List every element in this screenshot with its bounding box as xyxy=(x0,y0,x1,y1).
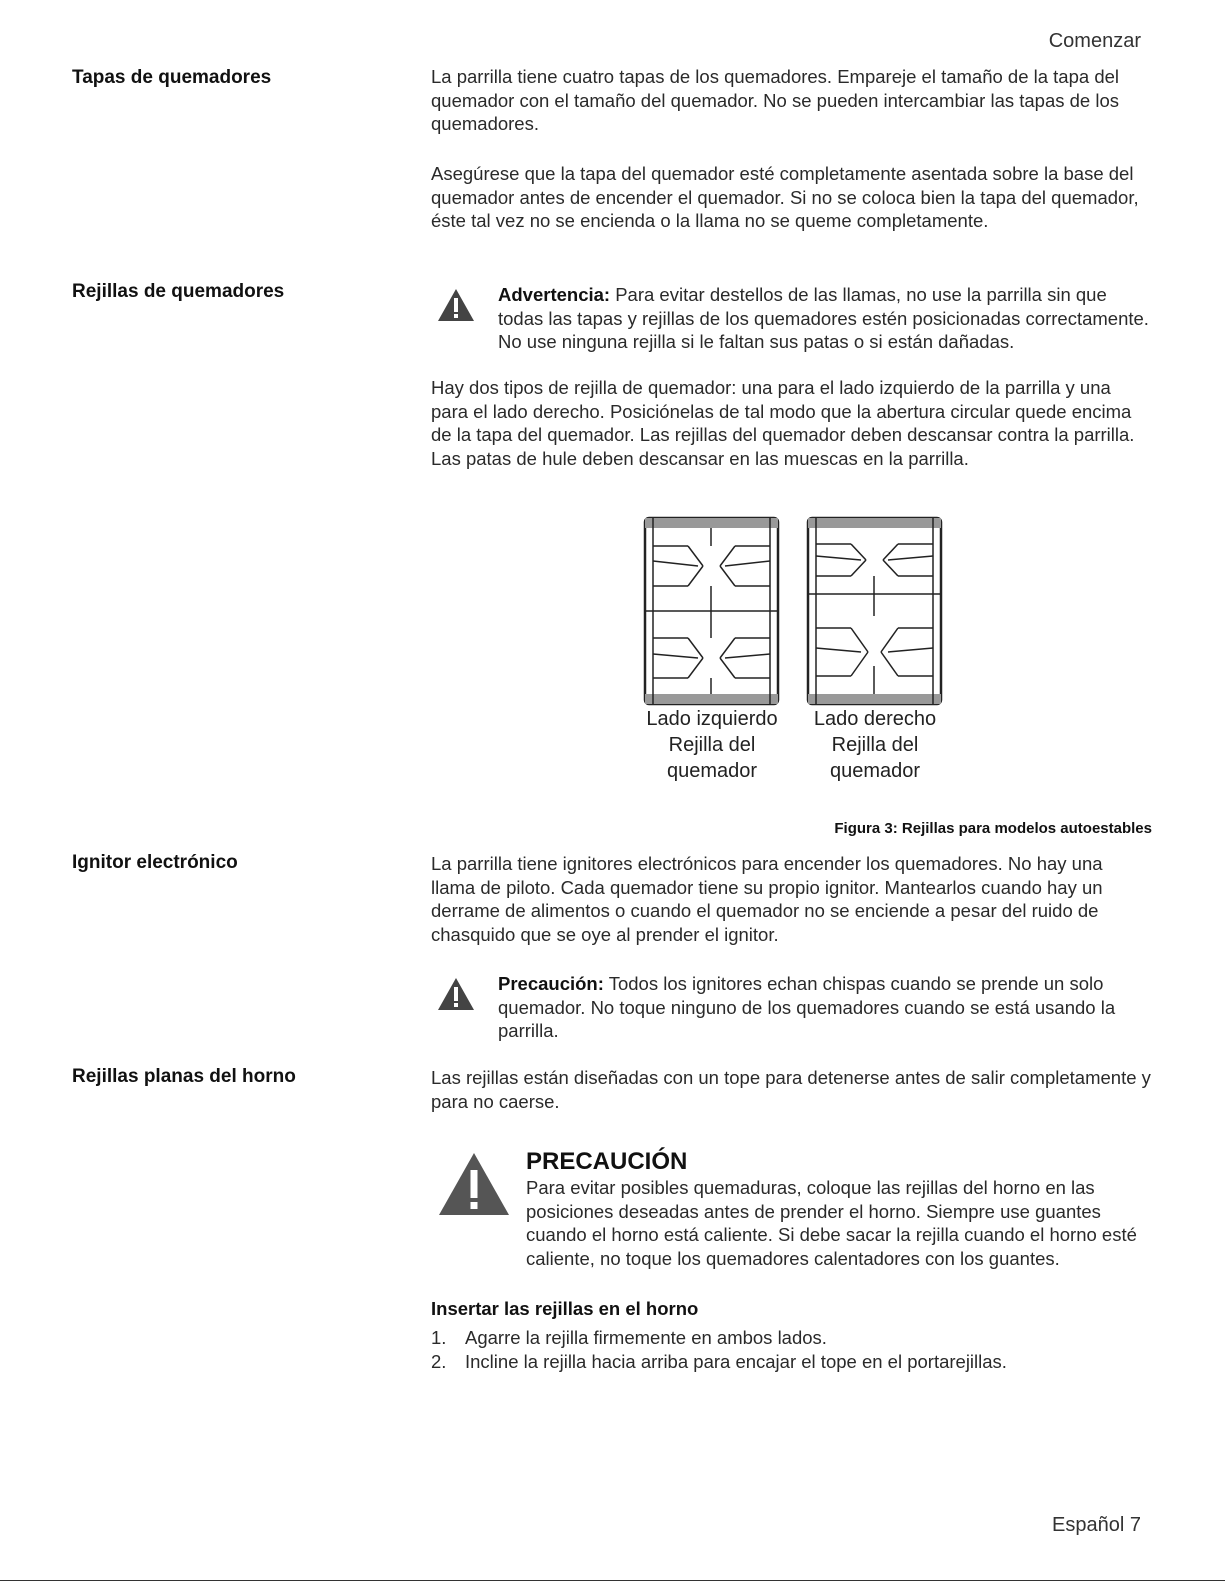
caution-text: Todos los ignitores echan chispas cuando se prende un solo quemador. No toque ninguno de los quemadores cuando se está usando la parrilla. xyxy=(498,973,1116,1041)
bottom-rule xyxy=(0,1580,1225,1581)
page-number: Español 7 xyxy=(1052,1514,1141,1536)
right-grate-label: Lado derecho Rejilla del quemador xyxy=(813,708,937,782)
horno-paragraph: Las rejillas están diseñadas con un tope para detenerse antes de salir completamente y para no caerse. xyxy=(431,1067,1151,1112)
warning-note xyxy=(436,283,1152,354)
rejillas-paragraph: Hay dos tipos de rejilla de quemador: una para el lado izquierdo de la parrilla y una para el lado derecho. Posiciónelas de tal modo que la abertura circular quede encima de la tapa del quemador. Las rejillas del quemador deben descansar contra la parrilla. Las patas de hule deben descansar en las muescas en la parrilla. xyxy=(431,377,1135,469)
running-header: Comenzar xyxy=(1048,30,1141,52)
left-grate-label: Lado izquierdo Rejilla del quemador xyxy=(646,708,778,782)
tapas-paragraph-1: La parrilla tiene cuatro tapas de los quemadores. Empareje el tamaño de la tapa del quemador con el tamaño del quemador. No se pueden intercambiar las tapas de los quemadores. xyxy=(431,66,1120,134)
caution-triangle-icon xyxy=(436,976,476,1012)
caution-label: Precaución: xyxy=(498,973,604,994)
oven-caution-text: Para evitar posibles quemaduras, coloque las rejillas del horno en las posiciones deseadas antes de prender el horno. Siempre use guantes cuando el horno está caliente. Si debe sacar la rejilla cuando el horno esté caliente, no toque los quemadores calentadores con los guantes. xyxy=(526,1177,1137,1269)
figure-caption: Figura 3: Rejillas para modelos autoestables xyxy=(834,820,1152,837)
heading-tapas: Tapas de quemadores xyxy=(72,67,272,88)
large-caution-triangle-icon xyxy=(436,1150,512,1218)
warning-triangle-icon xyxy=(436,287,476,323)
insert-racks-steps xyxy=(431,1326,1007,1374)
ignitor-paragraph: La parrilla tiene ignitores electrónicos para encender los quemadores. No hay una llama de piloto. Cada quemador tiene su propio ignitor. Mantearlos cuando hay un derrame de alimentos o cuando el quemador no se enciende a pesar del ruido de chasquido que se oye al prender el ignitor. xyxy=(431,853,1103,945)
heading-rejillas: Rejillas de quemadores xyxy=(72,281,285,302)
insert-racks-heading: Insertar las rejillas en el horno xyxy=(431,1298,699,1319)
oven-caution-title: PRECAUCIÓN xyxy=(526,1148,688,1175)
heading-horno: Rejillas planas del horno xyxy=(72,1066,296,1087)
warning-label: Advertencia: xyxy=(498,284,611,305)
oven-caution-box xyxy=(436,1148,1152,1270)
warning-text: Para evitar destellos de las llamas, no use la parrilla sin que todas las tapas y rejillas de los quemadores estén posicionadas correctamente. No use ninguna rejilla si le faltan sus patas o si están dañadas. xyxy=(498,284,1149,352)
right-burner-grate-illustration xyxy=(806,516,943,706)
left-burner-grate-illustration xyxy=(643,516,780,706)
tapas-paragraph-2: Asegúrese que la tapa del quemador esté completamente asentada sobre la base del quemador antes de encender el quemador. Si no se coloca bien la tapa del quemador, éste tal vez no se encienda o la llama no se queme completamente. xyxy=(431,163,1139,231)
heading-ignitor: Ignitor electrónico xyxy=(72,852,238,873)
list-item: 1. Agarre la rejilla firmemente en ambos lados. xyxy=(431,1327,827,1348)
caution-note xyxy=(436,972,1152,1043)
list-item: 2. Incline la rejilla hacia arriba para encajar el tope en el portarejillas. xyxy=(431,1351,1007,1372)
